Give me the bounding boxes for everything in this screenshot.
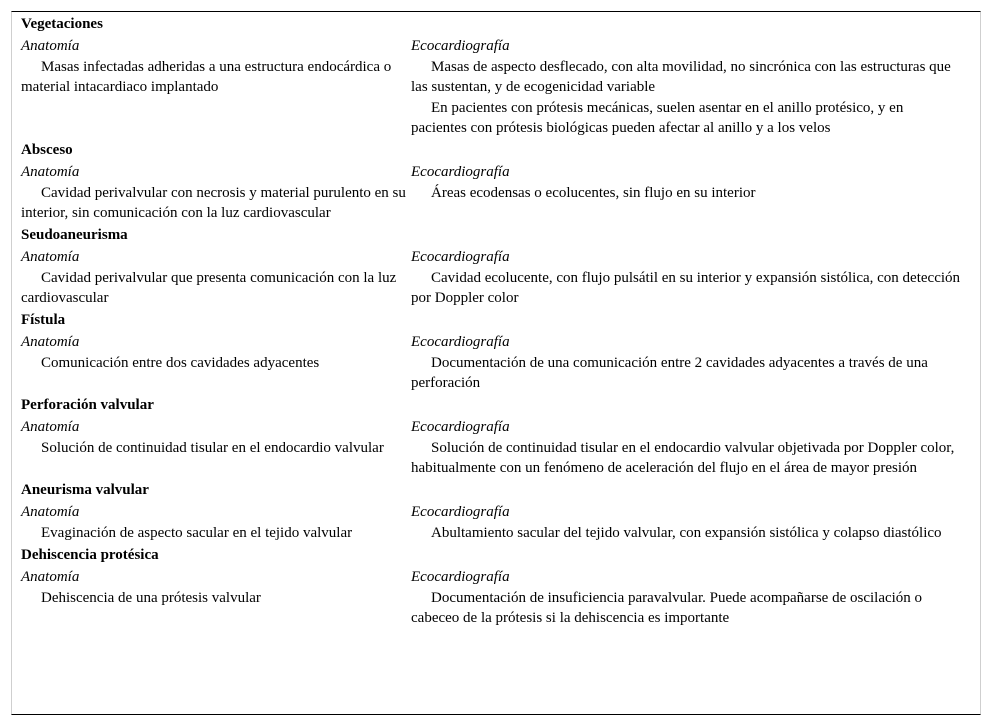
anatomy-label: Anatomía <box>21 334 80 350</box>
section-title: Perforación valvular <box>21 397 154 413</box>
echo-label: Ecocardiografía <box>411 249 510 265</box>
echo-text: Cavidad ecolucente, con flujo pulsátil en su interior y expansión sistólica, con detección por Doppler color <box>411 270 961 306</box>
echo-label: Ecocardiografía <box>411 38 510 54</box>
section-title: Vegetaciones <box>21 16 103 32</box>
anatomy-label: Anatomía <box>21 504 80 520</box>
anatomy-text: Cavidad perivalvular con necrosis y material purulento en su interior, sin comunicación con la luz cardiovascular <box>21 185 406 221</box>
anatomy-text: Solución de continuidad tisular en el endocardio valvular <box>41 440 384 456</box>
section-title: Seudoaneurisma <box>21 227 128 243</box>
echo-column <box>411 501 961 544</box>
echo-text: Documentación de insuficiencia paravalvular. Puede acompañarse de oscilación o cabeceo de la prótesis si la dehiscencia es importante <box>411 590 923 626</box>
echo-label: Ecocardiografía <box>411 569 510 585</box>
anatomy-text: Dehiscencia de una prótesis valvular <box>41 590 261 606</box>
anatomy-label: Anatomía <box>21 249 80 265</box>
echo-label: Ecocardiografía <box>411 419 510 435</box>
section-title: Fístula <box>21 312 66 328</box>
echo-text: Abultamiento sacular del tejido valvular, con expansión sistólica y colapso diastólico <box>431 525 942 541</box>
anatomy-text: Comunicación entre dos cavidades adyacentes <box>41 355 320 371</box>
definitions-table <box>21 13 961 629</box>
echo-column <box>411 161 961 224</box>
echo-column <box>411 331 961 394</box>
echo-text: Solución de continuidad tisular en el endocardio valvular objetivada por Doppler color, habitualmente con un fenómeno de aceleración del flujo en el área de mayor presión <box>411 440 955 476</box>
echo-text: En pacientes con prótesis mecánicas, suelen asentar en el anillo protésico, y en pacientes con prótesis biológicas pueden afectar al anillo y a los velos <box>411 100 904 136</box>
anatomy-label: Anatomía <box>21 38 80 54</box>
echo-column <box>411 416 961 479</box>
section-seudoaneurisma <box>21 224 961 309</box>
section-perforacion-valvular <box>21 394 961 479</box>
anatomy-text: Masas infectadas adheridas a una estructura endocárdica o material intacardiaco implantado <box>21 59 392 95</box>
anatomy-column <box>21 501 411 544</box>
anatomy-text: Evaginación de aspecto sacular en el tejido valvular <box>41 525 353 541</box>
section-dehiscencia-protesica <box>21 544 961 629</box>
echo-column <box>411 246 961 309</box>
section-vegetaciones <box>21 13 961 139</box>
echo-text: Áreas ecodensas o ecolucentes, sin flujo en su interior <box>431 185 756 201</box>
anatomy-column <box>21 246 411 309</box>
anatomy-column <box>21 331 411 394</box>
echo-label: Ecocardiografía <box>411 164 510 180</box>
anatomy-column <box>21 35 411 139</box>
section-absceso <box>21 139 961 224</box>
anatomy-column <box>21 161 411 224</box>
echo-column <box>411 566 961 629</box>
anatomy-column <box>21 566 411 629</box>
echo-text: Masas de aspecto desflecado, con alta movilidad, no sincrónica con las estructuras que las sustentan, y de ecogenicidad variable <box>411 59 951 95</box>
anatomy-column <box>21 416 411 479</box>
section-aneurisma-valvular <box>21 479 961 544</box>
section-title: Aneurisma valvular <box>21 482 149 498</box>
anatomy-text: Cavidad perivalvular que presenta comunicación con la luz cardiovascular <box>21 270 397 306</box>
section-fistula <box>21 309 961 394</box>
echo-label: Ecocardiografía <box>411 504 510 520</box>
echo-column <box>411 35 961 139</box>
echo-text: Documentación de una comunicación entre 2 cavidades adyacentes a través de una perforación <box>411 355 928 391</box>
echo-label: Ecocardiografía <box>411 334 510 350</box>
anatomy-label: Anatomía <box>21 569 80 585</box>
anatomy-label: Anatomía <box>21 164 80 180</box>
section-title: Absceso <box>21 142 73 158</box>
section-title: Dehiscencia protésica <box>21 547 159 563</box>
anatomy-label: Anatomía <box>21 419 80 435</box>
